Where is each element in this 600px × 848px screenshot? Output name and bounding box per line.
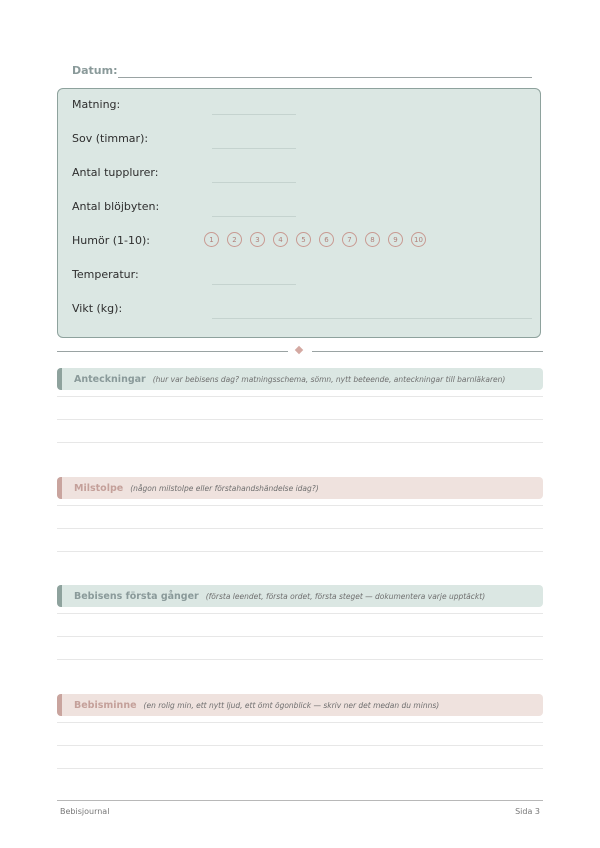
weight-input-line[interactable] — [212, 318, 532, 319]
section-milestone — [57, 477, 543, 499]
field-sleep — [72, 132, 532, 152]
field-label: Vikt (kg): — [72, 302, 123, 315]
naps-input-line[interactable] — [212, 182, 296, 183]
section-title: Anteckningar — [74, 373, 146, 385]
field-label: Humör (1-10): — [72, 234, 150, 247]
writing-line[interactable] — [57, 722, 543, 723]
field-naps — [72, 166, 532, 186]
field-label: Sov (timmar): — [72, 132, 149, 145]
footer-rule — [57, 800, 543, 801]
writing-line[interactable] — [57, 659, 543, 660]
field-temperature — [72, 268, 532, 288]
section-accent-bar — [57, 368, 62, 390]
section-title: Bebisminne — [74, 699, 137, 711]
section-firsts — [57, 585, 543, 607]
field-mood — [72, 234, 532, 254]
section-header — [57, 694, 543, 716]
mood-option[interactable]: 5 — [296, 232, 311, 247]
section-memory — [57, 694, 543, 716]
field-label: Antal tupplurer: — [72, 166, 159, 179]
sleep-input-line[interactable] — [212, 148, 296, 149]
writing-line[interactable] — [57, 442, 543, 443]
section-header — [57, 585, 543, 607]
writing-line[interactable] — [57, 528, 543, 529]
mood-option[interactable]: 6 — [319, 232, 334, 247]
mood-option[interactable]: 7 — [342, 232, 357, 247]
section-header — [57, 477, 543, 499]
mood-option[interactable]: 9 — [388, 232, 403, 247]
section-title: Milstolpe — [74, 482, 124, 494]
footer-title: Bebisjournal — [60, 807, 110, 816]
writing-line[interactable] — [57, 551, 543, 552]
section-header — [57, 368, 543, 390]
mood-option[interactable]: 8 — [365, 232, 380, 247]
feeding-input-line[interactable] — [212, 114, 296, 115]
field-diapers — [72, 200, 532, 220]
footer-page-number: Sida 3 — [515, 807, 540, 816]
field-label: Matning: — [72, 98, 121, 111]
section-hint: (någon milstolpe eller förstahandshändelse idag?) — [130, 483, 319, 493]
diapers-input-line[interactable] — [212, 216, 296, 217]
date-input-line[interactable] — [118, 77, 532, 78]
section-accent-bar — [57, 694, 62, 716]
writing-line[interactable] — [57, 505, 543, 506]
writing-line[interactable] — [57, 636, 543, 637]
section-title: Bebisens första gånger — [74, 590, 199, 602]
temperature-input-line[interactable] — [212, 284, 296, 285]
divider-diamond-icon — [295, 346, 303, 354]
section-hint: (en rolig min, ett nytt ljud, ett ömt ögonblick — skriv ner det medan du minns) — [143, 700, 440, 710]
daily-log-box — [57, 88, 541, 338]
date-row — [72, 62, 532, 82]
writing-line[interactable] — [57, 768, 543, 769]
mood-option[interactable]: 2 — [227, 232, 242, 247]
divider-left — [57, 351, 288, 352]
mood-option[interactable]: 4 — [273, 232, 288, 247]
field-label: Temperatur: — [72, 268, 139, 281]
mood-option[interactable]: 3 — [250, 232, 265, 247]
field-weight — [72, 302, 532, 322]
divider-right — [312, 351, 543, 352]
writing-line[interactable] — [57, 745, 543, 746]
section-hint: (hur var bebisens dag? matningsschema, sömn, nytt beteende, anteckningar till barnläkaren) — [152, 374, 506, 384]
section-accent-bar — [57, 585, 62, 607]
date-label: Datum: — [72, 64, 118, 77]
mood-option[interactable]: 10 — [411, 232, 426, 247]
field-label: Antal blöjbyten: — [72, 200, 160, 213]
section-notes — [57, 368, 543, 390]
mood-option[interactable]: 1 — [204, 232, 219, 247]
field-feeding — [72, 98, 532, 118]
section-accent-bar — [57, 477, 62, 499]
writing-line[interactable] — [57, 613, 543, 614]
section-hint: (första leendet, första ordet, första steget — dokumentera varje upptäckt) — [205, 591, 486, 601]
writing-line[interactable] — [57, 396, 543, 397]
writing-line[interactable] — [57, 419, 543, 420]
